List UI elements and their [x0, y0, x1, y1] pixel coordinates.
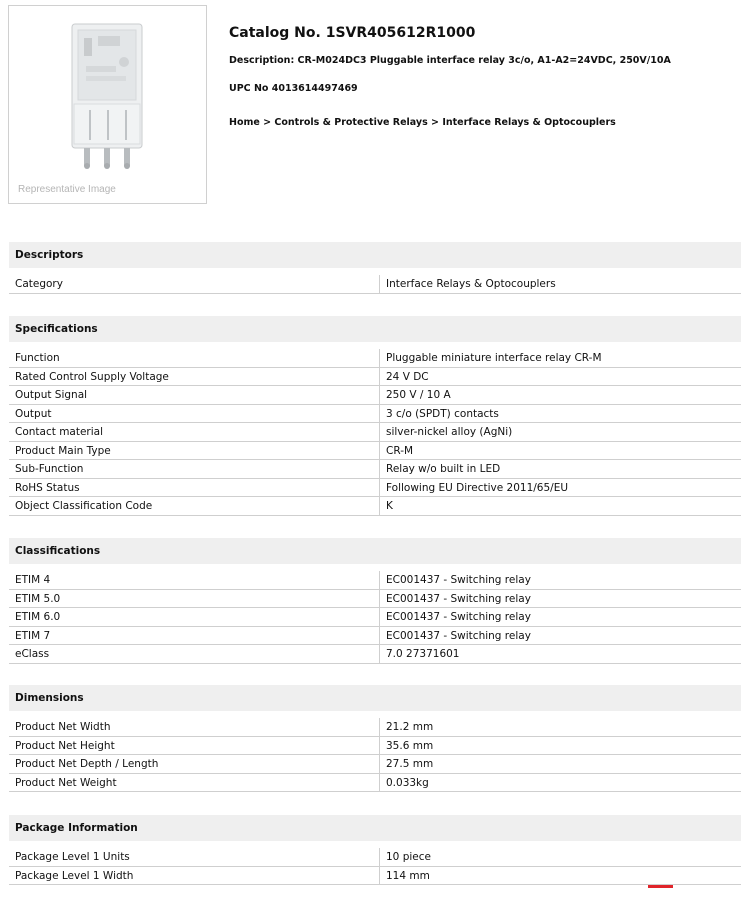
row-label: Sub-Function — [15, 463, 84, 475]
image-caption: Representative Image — [18, 184, 116, 195]
row-label: ETIM 7 — [15, 629, 51, 642]
catalog-title: Catalog No. 1SVR405612R1000 — [229, 25, 476, 41]
table-row — [9, 848, 741, 867]
row-value: K — [379, 497, 741, 515]
row-label: Product Net Height — [15, 739, 115, 752]
row-value: silver-nickel alloy (AgNi) — [379, 423, 741, 441]
table-row — [9, 460, 741, 479]
descriptors-section — [9, 242, 741, 294]
row-value: CR-M — [379, 442, 741, 460]
row-value: Following EU Directive 2011/65/EU — [379, 479, 741, 497]
section-heading: Package Information — [9, 815, 741, 841]
table-row — [9, 627, 741, 646]
row-value: 0.033kg — [379, 774, 741, 792]
row-value: Pluggable miniature interface relay CR-M — [379, 349, 741, 367]
dimensions-section — [9, 685, 741, 792]
breadcrumb-separator: > — [259, 117, 275, 128]
product-image — [8, 5, 207, 204]
section-heading: Dimensions — [9, 685, 741, 711]
accent-bar — [648, 885, 673, 888]
breadcrumb-controls-protective-relays[interactable]: Controls & Protective Relays — [274, 117, 428, 128]
row-label: Package Level 1 Width — [15, 869, 134, 882]
row-value: 7.0 27371601 — [379, 645, 741, 663]
row-label: Output Signal — [15, 389, 88, 401]
row-label: eClass — [15, 648, 50, 660]
row-value: EC001437 - Switching relay — [379, 590, 741, 608]
row-value: 21.2 mm — [379, 718, 741, 736]
row-value: Relay w/o built in LED — [379, 460, 741, 478]
table-row — [9, 774, 741, 793]
breadcrumb-home[interactable]: Home — [229, 117, 260, 128]
row-value: 250 V / 10 A — [379, 386, 741, 404]
breadcrumb-separator: > — [427, 117, 443, 128]
package-information-section — [9, 815, 741, 885]
row-label: Product Net Weight — [15, 776, 117, 789]
specifications-table — [9, 349, 741, 516]
section-heading: Descriptors — [9, 242, 741, 268]
row-value: 114 mm — [379, 867, 741, 885]
row-label: Category — [15, 278, 63, 290]
row-label: Package Level 1 Units — [15, 851, 130, 863]
relay-illustration — [64, 20, 156, 180]
row-label: Contact material — [15, 426, 104, 438]
breadcrumb — [229, 117, 616, 128]
dimensions-table — [9, 718, 741, 792]
table-row — [9, 479, 741, 498]
descriptors-table — [9, 275, 741, 294]
table-row — [9, 867, 741, 886]
row-label: Product Main Type — [15, 444, 111, 457]
table-row — [9, 571, 741, 590]
row-value: 3 c/o (SPDT) contacts — [379, 405, 741, 423]
row-label: Product Net Width — [15, 721, 111, 733]
row-label: ETIM 6.0 — [15, 611, 61, 623]
table-row — [9, 368, 741, 387]
row-label: Function — [15, 352, 60, 364]
classifications-section — [9, 538, 741, 664]
row-label: Output — [15, 407, 52, 420]
package-table — [9, 848, 741, 885]
row-value: Interface Relays & Optocouplers — [379, 275, 741, 293]
table-row — [9, 608, 741, 627]
table-row — [9, 442, 741, 461]
classifications-table — [9, 571, 741, 664]
table-row — [9, 423, 741, 442]
table-row — [9, 737, 741, 756]
row-value: EC001437 - Switching relay — [379, 608, 741, 626]
table-row — [9, 718, 741, 737]
table-row — [9, 497, 741, 516]
row-label: ETIM 4 — [15, 574, 51, 586]
row-value: 10 piece — [379, 848, 741, 866]
row-value: 27.5 mm — [379, 755, 741, 773]
section-heading: Specifications — [9, 316, 741, 342]
row-value: 24 V DC — [379, 368, 741, 386]
row-value: EC001437 - Switching relay — [379, 627, 741, 645]
row-label: Product Net Depth / Length — [15, 758, 159, 770]
table-row — [9, 645, 741, 664]
row-value: EC001437 - Switching relay — [379, 571, 741, 589]
table-row — [9, 349, 741, 368]
product-description: Description: CR-M024DC3 Pluggable interface relay 3c/o, A1-A2=24VDC, 250V/10A — [229, 55, 671, 66]
table-row — [9, 590, 741, 609]
row-label: ETIM 5.0 — [15, 592, 61, 605]
section-heading: Classifications — [9, 538, 741, 564]
table-row — [9, 275, 741, 294]
row-label: Rated Control Supply Voltage — [15, 370, 169, 383]
table-row — [9, 386, 741, 405]
table-row — [9, 405, 741, 424]
table-row — [9, 755, 741, 774]
breadcrumb-interface-relays[interactable]: Interface Relays & Optocouplers — [442, 117, 616, 128]
row-label: Object Classification Code — [15, 500, 153, 512]
upc-number: UPC No 4013614497469 — [229, 83, 358, 94]
row-label: RoHS Status — [15, 481, 80, 494]
specifications-section — [9, 316, 741, 516]
row-value: 35.6 mm — [379, 737, 741, 755]
